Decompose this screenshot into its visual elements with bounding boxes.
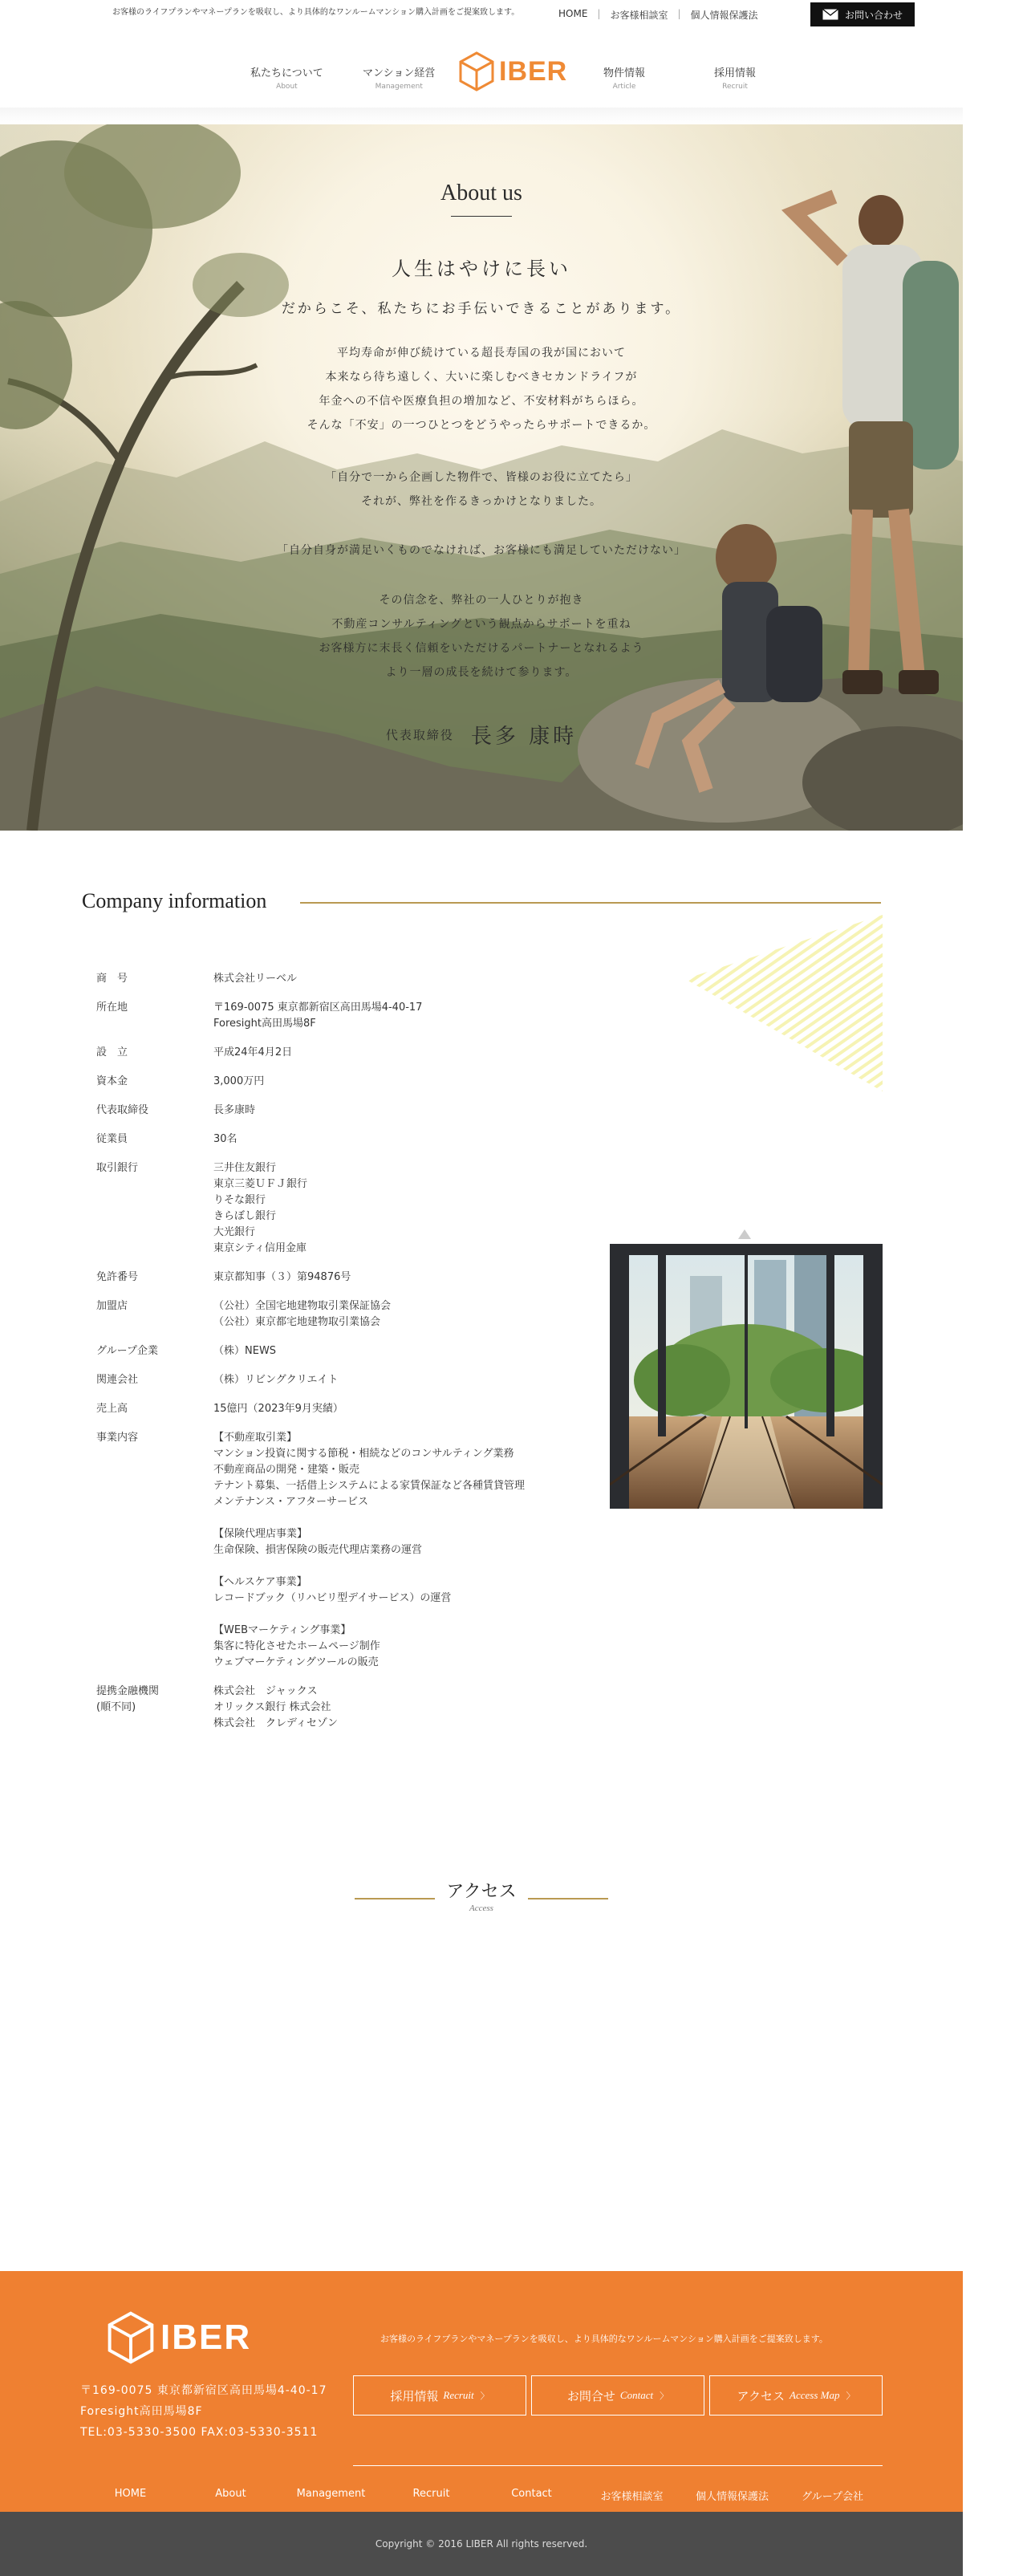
info-value-line: 【ヘルスケア事業】 — [213, 1576, 307, 1588]
top-bar — [0, 0, 963, 29]
footer-nav-recruit[interactable]: Recruit — [412, 2488, 450, 2500]
footer-button-label: お問合せ — [566, 2388, 615, 2403]
logo-cube-icon — [108, 2311, 154, 2364]
nav-item-article[interactable] — [603, 64, 645, 91]
footer-button-sublabel: Contact — [619, 2389, 654, 2401]
access-subtitle: Access — [469, 1904, 493, 1913]
photo-caret — [738, 1229, 751, 1239]
footer-contact-button[interactable] — [531, 2375, 704, 2416]
footer-nav-privacy[interactable]: 個人情報保護法 — [695, 2491, 769, 2503]
info-value-line: 三井住友銀行 — [213, 1162, 277, 1174]
footer-button-sublabel: Recruit — [443, 2389, 474, 2401]
hero-paragraph-4 — [0, 588, 963, 685]
chevron-right-icon: 〉 — [480, 2391, 489, 2401]
info-value — [213, 1074, 264, 1090]
company-info-rule — [300, 902, 881, 904]
info-value — [213, 1270, 351, 1286]
hero-line: 本来なら待ち遠しく、大いに楽しむべきセカンドライフが — [325, 371, 638, 384]
info-label: 取引銀行 — [96, 1162, 139, 1174]
top-links — [558, 8, 758, 22]
footer-nav-contact[interactable]: Contact — [511, 2488, 552, 2500]
nav-item-label: 物件情報 — [603, 67, 646, 79]
hero-line: お客様方に末長く信頼をいただけるパートナーとなれるよう — [319, 642, 644, 655]
footer-nav-home[interactable]: HOME — [114, 2488, 147, 2500]
nav-shadow — [0, 108, 963, 124]
access-map-area[interactable] — [0, 1926, 963, 2271]
info-value-line: 株式会社 クレディセゾン — [213, 1717, 338, 1729]
info-row — [96, 1000, 594, 1032]
nav-item-sublabel: Management — [375, 83, 423, 91]
info-value-line — [213, 1558, 525, 1574]
info-value-line: （公社）全国宅地建物取引業保証協会 — [213, 1300, 392, 1312]
access-rule-right — [528, 1898, 608, 1899]
hero-line: より一層の成長を続けて参ります。 — [385, 666, 578, 679]
chevron-right-icon: 〉 — [846, 2391, 855, 2401]
footer-logo-text: IBER — [160, 2318, 252, 2357]
top-description: お客様のライフプランやマネープランを吸収し、より具体的なワンルームマンション購入計画をご提案致します。 — [112, 8, 520, 17]
mail-icon — [822, 9, 838, 20]
info-label: 資本金 — [96, 1075, 128, 1087]
nav-item-about[interactable] — [250, 64, 323, 91]
nav-item-label: 採用情報 — [714, 67, 757, 79]
hero-paragraph-1 — [0, 341, 963, 437]
company-info-title: Company information — [82, 889, 267, 912]
nav-item-sublabel: About — [276, 83, 298, 91]
info-value-line: レコードブック（リハビリ型デイサービス）の運営 — [213, 1592, 452, 1604]
info-row — [96, 1160, 594, 1257]
hero-content — [0, 124, 963, 831]
hero-line: 「自分で一から企画した物件で、皆様のお役に立てたら」 — [325, 471, 638, 484]
footer-nav-about[interactable]: About — [215, 2488, 246, 2500]
info-value-line: 30名 — [213, 1133, 237, 1145]
info-value-line: 【保険代理店事業】 — [213, 1528, 308, 1540]
info-label: 代表取締役 — [96, 1104, 149, 1116]
access-title: アクセス — [446, 1882, 517, 1902]
info-value — [213, 971, 297, 987]
info-value — [213, 1298, 391, 1331]
info-label: 設 立 — [96, 1046, 128, 1058]
info-value-line: （公社）東京都宅地建物取引業協会 — [213, 1316, 381, 1328]
nav-item-sublabel: Recruit — [722, 83, 748, 91]
info-value-line — [213, 1607, 525, 1623]
site-logo[interactable] — [459, 51, 567, 91]
info-value-line: テナント募集、一括借上システムによる家賃保証など各種賃貸管理 — [213, 1480, 526, 1492]
logo-cube-icon — [459, 51, 494, 91]
nav-item-label: 私たちについて — [250, 67, 323, 79]
info-row — [96, 1270, 594, 1286]
chevron-right-icon: 〉 — [660, 2391, 669, 2401]
ceo-signature — [0, 720, 963, 750]
nav-item-sublabel: Article — [612, 83, 636, 91]
info-value-line: 東京三菱ＵＦＪ銀行 — [213, 1178, 308, 1190]
nav-item-management[interactable] — [363, 64, 435, 91]
info-value — [213, 1343, 276, 1359]
info-row — [96, 971, 594, 987]
footer-contact-numbers: TEL:03-5330-3500 FAX:03-5330-3511 — [80, 2426, 319, 2439]
info-value-line: 【WEBマーケティング事業】 — [213, 1624, 351, 1636]
hero-headline: 人生はやけに長い — [392, 258, 571, 280]
info-row — [96, 1430, 594, 1671]
hero-line: そんな「不安」の一つひとつをどうやったらサポートできるか。 — [306, 419, 656, 432]
hero-line: 年金への不信や医療負担の増加など、不安材料がちらほら。 — [319, 395, 644, 408]
contact-button[interactable] — [810, 2, 915, 26]
info-value-line: 株式会社 ジャックス — [213, 1685, 318, 1697]
info-value — [213, 1372, 338, 1388]
decorative-stripe-triangle — [685, 915, 883, 1091]
footer-nav-management[interactable]: Management — [296, 2488, 366, 2500]
hero-title: About us — [440, 181, 522, 205]
hero-paragraph-3 — [0, 538, 963, 563]
hero-line: それが、弊社を作るきっかけとなりました。 — [361, 495, 602, 508]
contact-button-label: お問い合わせ — [844, 9, 903, 21]
office-photo — [610, 1244, 883, 1509]
info-label: 従業員 — [96, 1133, 128, 1145]
hero-line: その信念を、弊社の一人ひとりが抱き — [379, 594, 584, 607]
info-row — [96, 1298, 594, 1331]
info-value — [213, 1045, 292, 1061]
info-row — [96, 1103, 594, 1119]
hero-subheadline: だからこそ、私たちにお手伝いできることがあります。 — [281, 301, 682, 317]
info-label: 売上高 — [96, 1403, 128, 1415]
info-value — [213, 1160, 307, 1257]
info-value-line: 生命保険、損害保険の販売代理店業務の運営 — [213, 1544, 423, 1556]
hero-paragraph-2 — [0, 465, 963, 514]
nav-item-recruit[interactable] — [714, 64, 756, 91]
info-label: グループ企業 — [96, 1345, 158, 1357]
ceo-name: 長多 康時 — [470, 725, 578, 749]
ceo-role: 代表取締役 — [385, 728, 454, 742]
info-row — [96, 1132, 594, 1148]
info-row — [96, 1074, 594, 1090]
info-value-line: 15億円（2023年9月実績） — [213, 1403, 343, 1415]
info-value-line: ウェブマーケティングツールの販売 — [213, 1656, 379, 1668]
hero-line: 平均寿命が伸び続けている超長寿国の我が国において — [337, 347, 626, 360]
info-value-line: マンション投資に関する節税・相続などのコンサルティング業務 — [213, 1448, 514, 1460]
info-row — [96, 1401, 594, 1417]
info-value-line: 東京シティ信用金庫 — [213, 1242, 306, 1254]
hero-title-underline — [451, 216, 512, 217]
info-value — [213, 1000, 422, 1032]
info-value — [213, 1430, 525, 1671]
copyright: Copyright © 2016 LIBER All rights reserved. — [0, 2512, 963, 2576]
info-value-line: 東京都知事（３）第94876号 — [213, 1271, 351, 1283]
footer-nav-group[interactable]: グループ会社 — [802, 2491, 863, 2503]
info-value-line: りそな銀行 — [213, 1194, 266, 1206]
info-value-line: 不動産商品の開発・建築・販売 — [213, 1464, 360, 1476]
info-row — [96, 1045, 594, 1061]
footer-rule — [353, 2465, 883, 2466]
top-link-consultation[interactable]: お客様相談室 — [610, 10, 668, 21]
footer-button-label: アクセス — [737, 2388, 785, 2403]
company-info-table — [96, 971, 594, 1745]
footer-button-label: 採用情報 — [390, 2388, 439, 2403]
top-link-home[interactable]: HOME — [558, 8, 588, 19]
footer-address-line: 〒169-0075 東京都新宿区高田馬場4-40-17 — [80, 2384, 327, 2397]
footer-address-line: Foresight高田馬場8F — [80, 2405, 203, 2418]
footer-nav-consultation[interactable]: お客様相談室 — [600, 2491, 664, 2503]
info-value-line: オリックス銀行 株式会社 — [213, 1701, 331, 1713]
info-value-line: 【不動産取引業】 — [213, 1432, 298, 1444]
info-value-line: 〒169-0075 東京都新宿区高田馬場4-40-17 — [213, 1002, 423, 1014]
info-label: 所在地 — [96, 1002, 128, 1014]
footer-address — [80, 2380, 327, 2443]
info-value-line: （株）リビングクリエイト — [213, 1374, 339, 1386]
top-link-privacy[interactable]: 個人情報保護法 — [690, 10, 758, 21]
info-label: 提携金融機関 (順不同) — [96, 1685, 160, 1713]
info-value-line: 株式会社リーベル — [213, 973, 298, 985]
info-value-line: Foresight高田馬場8F — [213, 1018, 316, 1030]
footer — [0, 2271, 963, 2512]
nav-item-label: マンション経営 — [363, 67, 436, 79]
separator: | — [597, 8, 601, 19]
hero-line: 不動産コンサルティングという観点からサポートを重ね — [331, 618, 631, 631]
info-label: 商 号 — [96, 973, 128, 985]
info-value-line: 3,000万円 — [213, 1075, 265, 1087]
info-value — [213, 1103, 255, 1119]
info-value — [213, 1132, 237, 1148]
info-value-line: 平成24年4月2日 — [213, 1046, 293, 1058]
footer-description: お客様のライフプランやマネープランを吸収し、より具体的なワンルームマンション購入計画をご提案致します。 — [380, 2334, 828, 2344]
footer-logo[interactable] — [108, 2311, 251, 2364]
info-value — [213, 1684, 338, 1732]
info-row — [96, 1372, 594, 1388]
footer-buttons — [353, 2375, 883, 2416]
separator: | — [677, 8, 681, 19]
info-label: 免許番号 — [96, 1271, 139, 1283]
info-value-line: 長多康時 — [213, 1104, 256, 1116]
footer-recruit-button[interactable] — [353, 2375, 526, 2416]
footer-nav — [80, 2488, 883, 2503]
info-label: 関連会社 — [96, 1374, 139, 1386]
info-label: 事業内容 — [96, 1432, 139, 1444]
info-value-line — [213, 1510, 525, 1526]
info-value-line: 集客に特化させたホームページ制作 — [213, 1640, 380, 1652]
footer-button-sublabel: Access Map — [790, 2389, 840, 2401]
about-hero — [0, 124, 963, 831]
info-value-line: （株）NEWS — [213, 1345, 277, 1357]
logo-text: IBER — [499, 55, 568, 87]
info-value-line: メンテナンス・アフターサービス — [213, 1496, 369, 1508]
info-row — [96, 1343, 594, 1359]
info-value-line: 大光銀行 — [213, 1226, 256, 1238]
info-label: 加盟店 — [96, 1300, 128, 1312]
info-row — [96, 1684, 594, 1732]
hero-line: 「自分自身が満足いくものでなければ、お客様にも満足していただけない」 — [277, 544, 686, 557]
info-value — [213, 1401, 343, 1417]
info-value-line: きらぼし銀行 — [213, 1210, 277, 1222]
footer-access-button[interactable] — [709, 2375, 883, 2416]
